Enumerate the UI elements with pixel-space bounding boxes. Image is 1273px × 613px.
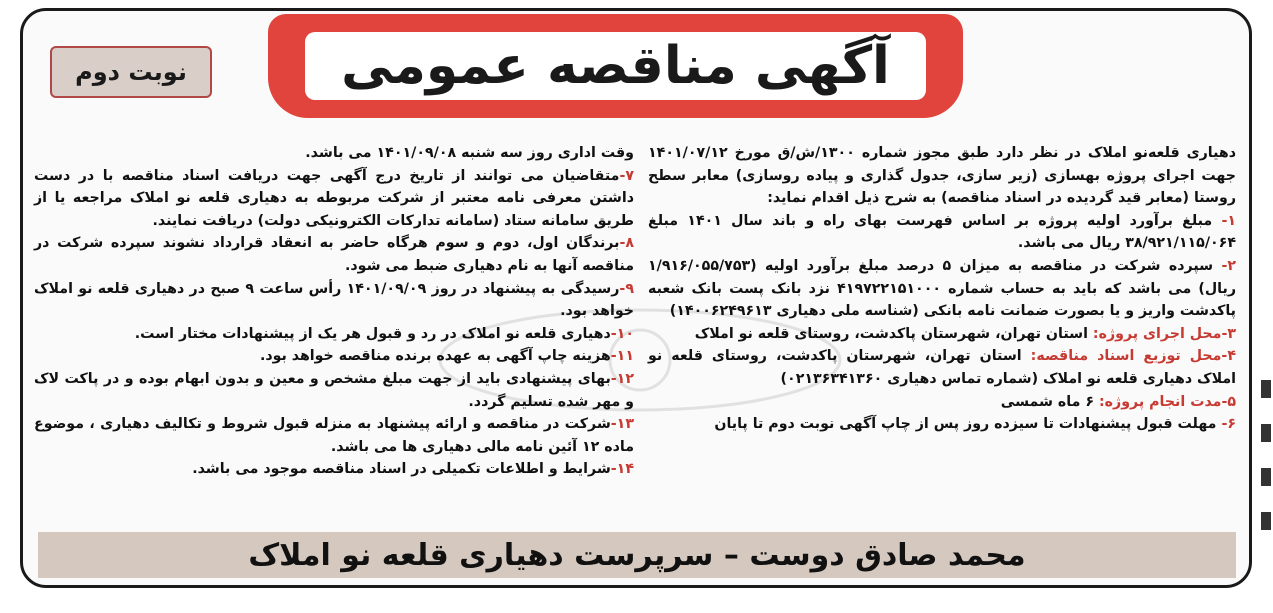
item-number: ۱۰- <box>610 325 634 342</box>
list-item <box>648 413 1236 436</box>
left-column <box>34 142 634 481</box>
item-number: ۱۴- <box>610 461 634 478</box>
item-text: مهلت قبول پیشنهادات تا سیزده روز پس از چاپ آگهی نوبت دوم تا پایان <box>714 416 1217 433</box>
item-number: ۶- <box>1221 416 1236 433</box>
item-text: سپرده شرکت در مناقصه به میزان ۵ درصد مبلغ برآورد اولیه (۱/۹۱۶/۰۵۵/۷۵۳ ریال) می باشد که باید به حساب شماره ۴۱۹۷۲۲۱۵۱۰۰۰ نزد بانک پست بانک شعبه پاکدشت واریز و یا بصورت ضمانت نامه بانکی (شناسه ملی دهیاری ۱۴۰۰۶۲۴۹۶۱۳) <box>648 257 1236 320</box>
list-item <box>34 323 634 346</box>
right-column <box>648 142 1236 436</box>
list-item <box>34 458 634 481</box>
round-badge: نوبت دوم <box>50 46 212 98</box>
list-item <box>34 345 634 368</box>
item-number: ۱۳- <box>610 416 634 433</box>
item-key: محل اجرای پروژه: <box>1092 325 1222 342</box>
item-text: دهیاری قلعه نو املاک در رد و قبول هر یک از پیشنهادات مختار است. <box>134 325 611 342</box>
edge-registration-marks <box>1261 380 1273 580</box>
list-item <box>648 255 1236 323</box>
item-number: ۴- <box>1221 348 1236 365</box>
list-item <box>34 413 634 458</box>
item-text: مبلغ برآورد اولیه پروژه بر اساس فهرست بهای راه و باند سال ۱۴۰۱ مبلغ ۳۸/۹۲۱/۱۱۵/۰۶۴ ریال می باشد. <box>648 212 1236 252</box>
item-text: هزینه چاپ آگهی به عهده برنده مناقصه خواهد بود. <box>259 348 611 365</box>
intro-paragraph: دهیاری قلعه‌نو املاک در نظر دارد طبق مجوز شماره ۱۳۰۰/ش/ق مورخ ۱۴۰۱/۰۷/۱۲ جهت اجرای پروژه بهسازی (زیر سازی، جدول گذاری و پیاده روسازی) معابر سطح روستا (معابر قید گردیده در اسناد مناقصه) به شرح ذیل اقدام نماید: <box>648 145 1236 207</box>
item-text: استان تهران، شهرستان پاکدشت، روستای قلعه نو املاک دهیاری قلعه نو املاک (شماره تماس دهیاری ۰۲۱۳۶۳۴۱۳۶۰) <box>648 348 1236 387</box>
item-text: شرکت در مناقصه و ارائه پیشنهاد به منزله قبول شروط و تکالیف دهیاری ، موضوع ماده ۱۲ آئین نامه مالی دهیاری ها می باشد. <box>34 416 634 455</box>
item-number: ۹- <box>619 280 634 297</box>
lead-line: وقت اداری روز سه شنبه ۱۴۰۱/۰۹/۰۸ می باشد. <box>305 145 634 161</box>
list-item <box>648 210 1236 255</box>
item-key: محل توزیع اسناد مناقصه: <box>1030 348 1222 365</box>
list-item <box>648 323 1236 346</box>
item-number: ۱۲- <box>610 370 634 387</box>
item-number: ۷- <box>619 167 634 184</box>
list-item <box>34 165 634 233</box>
item-text: بهای پیشنهادی باید از جهت مبلغ مشخص و معین و بدون ابهام بوده و در پاکت لاک و مهر شده تسلیم گردد. <box>34 370 634 410</box>
item-number: ۵- <box>1221 393 1236 410</box>
item-text: شرایط و اطلاعات تکمیلی در اسناد مناقصه موجود می باشد. <box>192 461 611 478</box>
item-text: رسیدگی به پیشنهاد در روز ۱۴۰۱/۰۹/۰۹ رأس ساعت ۹ صبح در دهیاری قلعه نو املاک خواهد بود. <box>34 280 634 320</box>
list-item <box>34 278 634 323</box>
item-text: استان تهران، شهرستان پاکدشت، روستای قلعه نو املاک <box>694 325 1088 342</box>
item-number: ۱- <box>1221 212 1236 229</box>
item-text: متقاضیان می توانند از تاریخ درج آگهی جهت دریافت اسناد مناقصه با در دست داشتن معرفی نامه معتبر از شرکت مربوطه به دهیاری قلعه نو املاک مراجعه یا از طریق سامانه ستاد (سامانه تدارکات الکترونیکی دولت) دریافت نمایند. <box>34 167 634 229</box>
edge-mark <box>1261 512 1271 530</box>
item-number: ۲- <box>1221 257 1236 274</box>
item-number: ۳- <box>1221 325 1236 342</box>
signature-footer: محمد صادق دوست – سرپرست دهیاری قلعه نو املاک <box>38 532 1236 578</box>
edge-mark <box>1261 380 1271 398</box>
list-item <box>648 345 1236 390</box>
item-number: ۱۱- <box>610 348 634 365</box>
list-item <box>34 232 634 277</box>
edge-mark <box>1261 424 1271 442</box>
item-key: مدت انجام پروژه: <box>1098 393 1222 410</box>
edge-mark <box>1261 468 1271 486</box>
list-item <box>648 391 1236 414</box>
item-number: ۸- <box>619 235 634 252</box>
item-text: ۶ ماه شمسی <box>1000 393 1095 410</box>
title-banner <box>268 14 963 118</box>
list-item <box>34 368 634 413</box>
page-title: آگهی مناقصه عمومی <box>305 32 926 100</box>
item-text: برندگان اول، دوم و سوم هرگاه حاضر به انعقاد قرارداد نشوند سپرده شرکت در مناقصه آنها به نام دهیاری ضبط می شود. <box>34 235 634 274</box>
